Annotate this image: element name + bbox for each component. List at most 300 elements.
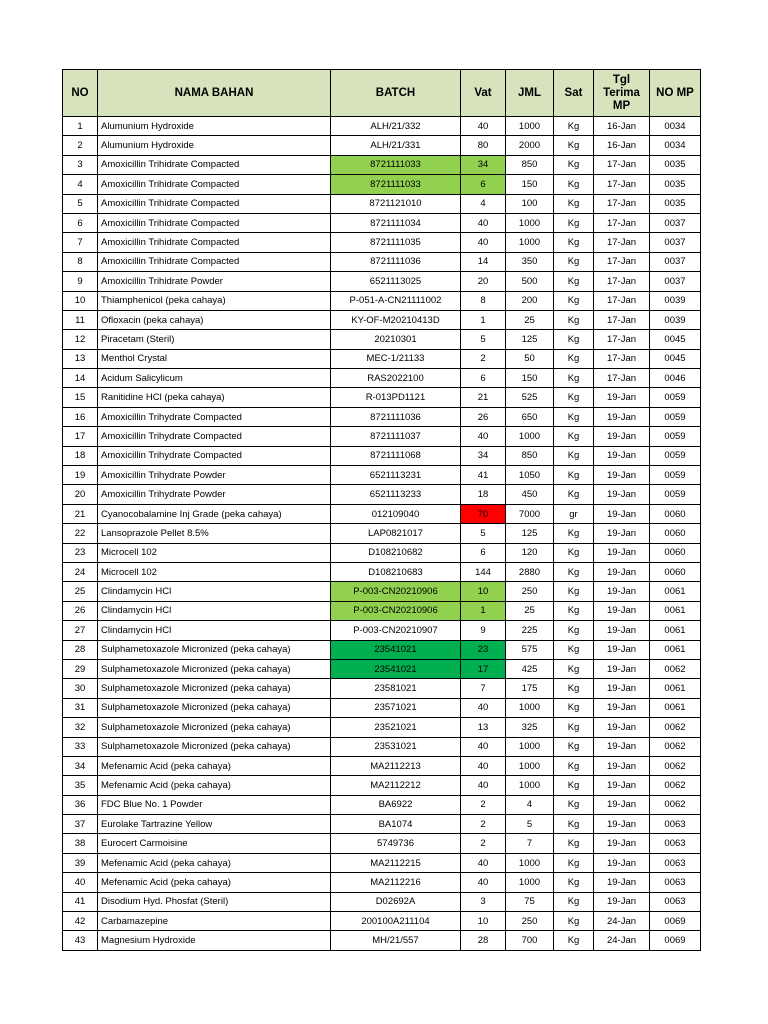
table-row bbox=[63, 873, 701, 892]
header-jml: JML bbox=[506, 70, 554, 117]
cell-vat: 40 bbox=[461, 427, 506, 446]
cell-nama-bahan: Lansoprazole Pellet 8.5% bbox=[98, 524, 331, 543]
cell-nama-bahan: Mefenamic Acid (peka cahaya) bbox=[98, 853, 331, 872]
cell-sat: Kg bbox=[554, 291, 594, 310]
cell-nama-bahan: Magnesium Hydroxide bbox=[98, 931, 331, 950]
cell-no: 30 bbox=[63, 679, 98, 698]
cell-batch: ALH/21/331 bbox=[331, 136, 461, 155]
table-row bbox=[63, 388, 701, 407]
cell-tgl-terima: 19-Jan bbox=[594, 427, 650, 446]
cell-nama-bahan: Sulphametoxazole Micronized (peka cahaya) bbox=[98, 698, 331, 717]
table-row bbox=[63, 194, 701, 213]
cell-tgl-terima: 24-Jan bbox=[594, 931, 650, 950]
cell-no-mp: 0060 bbox=[650, 543, 701, 562]
cell-nama-bahan: Amoxicillin Trihydrate Compacted bbox=[98, 427, 331, 446]
cell-no-mp: 0062 bbox=[650, 737, 701, 756]
cell-batch: 8721111036 bbox=[331, 407, 461, 426]
cell-no-mp: 0034 bbox=[650, 117, 701, 136]
cell-vat: 144 bbox=[461, 562, 506, 581]
cell-jml: 1000 bbox=[506, 737, 554, 756]
cell-tgl-terima: 19-Jan bbox=[594, 582, 650, 601]
cell-nama-bahan: Sulphametoxazole Micronized (peka cahaya) bbox=[98, 718, 331, 737]
cell-nama-bahan: FDC Blue No. 1 Powder bbox=[98, 795, 331, 814]
cell-no-mp: 0059 bbox=[650, 446, 701, 465]
cell-vat: 40 bbox=[461, 213, 506, 232]
cell-sat: Kg bbox=[554, 524, 594, 543]
cell-vat: 14 bbox=[461, 252, 506, 271]
header-no: NO bbox=[63, 70, 98, 117]
cell-no-mp: 0035 bbox=[650, 155, 701, 174]
table-row bbox=[63, 310, 701, 329]
cell-batch: BA6922 bbox=[331, 795, 461, 814]
cell-batch: 8721111037 bbox=[331, 427, 461, 446]
cell-sat: Kg bbox=[554, 252, 594, 271]
cell-jml: 25 bbox=[506, 310, 554, 329]
cell-no-mp: 0059 bbox=[650, 427, 701, 446]
cell-nama-bahan: Eurolake Tartrazine Yellow bbox=[98, 815, 331, 834]
cell-jml: 175 bbox=[506, 679, 554, 698]
cell-no-mp: 0061 bbox=[650, 621, 701, 640]
cell-jml: 1000 bbox=[506, 756, 554, 775]
cell-vat: 2 bbox=[461, 795, 506, 814]
table-row bbox=[63, 407, 701, 426]
cell-sat: Kg bbox=[554, 543, 594, 562]
cell-tgl-terima: 19-Jan bbox=[594, 446, 650, 465]
cell-no: 22 bbox=[63, 524, 98, 543]
cell-nama-bahan: Microcell 102 bbox=[98, 562, 331, 581]
cell-no-mp: 0061 bbox=[650, 698, 701, 717]
cell-no: 42 bbox=[63, 912, 98, 931]
cell-nama-bahan: Sulphametoxazole Micronized (peka cahaya) bbox=[98, 659, 331, 678]
cell-tgl-terima: 19-Jan bbox=[594, 795, 650, 814]
cell-nama-bahan: Amoxicillin Trihidrate Compacted bbox=[98, 155, 331, 174]
cell-sat: Kg bbox=[554, 349, 594, 368]
cell-tgl-terima: 19-Jan bbox=[594, 640, 650, 659]
cell-batch: 200100A211104 bbox=[331, 912, 461, 931]
cell-no: 38 bbox=[63, 834, 98, 853]
cell-batch: 6521113231 bbox=[331, 466, 461, 485]
cell-tgl-terima: 17-Jan bbox=[594, 330, 650, 349]
cell-jml: 700 bbox=[506, 931, 554, 950]
table-row bbox=[63, 698, 701, 717]
table-row bbox=[63, 834, 701, 853]
cell-jml: 200 bbox=[506, 291, 554, 310]
cell-tgl-terima: 19-Jan bbox=[594, 853, 650, 872]
cell-batch: 20210301 bbox=[331, 330, 461, 349]
cell-no: 17 bbox=[63, 427, 98, 446]
cell-no: 34 bbox=[63, 756, 98, 775]
cell-sat: Kg bbox=[554, 912, 594, 931]
cell-no-mp: 0059 bbox=[650, 466, 701, 485]
cell-no-mp: 0062 bbox=[650, 776, 701, 795]
cell-no: 39 bbox=[63, 853, 98, 872]
cell-jml: 25 bbox=[506, 601, 554, 620]
cell-sat: Kg bbox=[554, 446, 594, 465]
cell-jml: 1000 bbox=[506, 873, 554, 892]
cell-nama-bahan: Acidum Salicylicum bbox=[98, 369, 331, 388]
cell-tgl-terima: 19-Jan bbox=[594, 621, 650, 640]
cell-nama-bahan: Alumunium Hydroxide bbox=[98, 136, 331, 155]
cell-jml: 350 bbox=[506, 252, 554, 271]
cell-tgl-terima: 19-Jan bbox=[594, 776, 650, 795]
cell-jml: 1050 bbox=[506, 466, 554, 485]
cell-tgl-terima: 19-Jan bbox=[594, 388, 650, 407]
cell-batch: 23571021 bbox=[331, 698, 461, 717]
cell-jml: 75 bbox=[506, 892, 554, 911]
cell-tgl-terima: 17-Jan bbox=[594, 155, 650, 174]
cell-batch: P-051-A-CN21111002 bbox=[331, 291, 461, 310]
cell-sat: Kg bbox=[554, 155, 594, 174]
cell-jml: 1000 bbox=[506, 853, 554, 872]
table-row bbox=[63, 795, 701, 814]
cell-no-mp: 0063 bbox=[650, 873, 701, 892]
table-row bbox=[63, 369, 701, 388]
cell-tgl-terima: 19-Jan bbox=[594, 698, 650, 717]
cell-batch: 8721111068 bbox=[331, 446, 461, 465]
cell-vat: 5 bbox=[461, 524, 506, 543]
cell-no: 3 bbox=[63, 155, 98, 174]
cell-sat: Kg bbox=[554, 388, 594, 407]
cell-jml: 4 bbox=[506, 795, 554, 814]
cell-no-mp: 0062 bbox=[650, 795, 701, 814]
cell-no: 41 bbox=[63, 892, 98, 911]
cell-vat: 28 bbox=[461, 931, 506, 950]
cell-vat: 40 bbox=[461, 737, 506, 756]
cell-no-mp: 0061 bbox=[650, 601, 701, 620]
cell-nama-bahan: Amoxicillin Trihydrate Compacted bbox=[98, 446, 331, 465]
cell-batch: BA1074 bbox=[331, 815, 461, 834]
cell-vat: 40 bbox=[461, 853, 506, 872]
table-row bbox=[63, 272, 701, 291]
cell-no-mp: 0059 bbox=[650, 407, 701, 426]
cell-vat: 4 bbox=[461, 194, 506, 213]
cell-nama-bahan: Ranitidine HCl (peka cahaya) bbox=[98, 388, 331, 407]
cell-nama-bahan: Ofloxacin (peka cahaya) bbox=[98, 310, 331, 329]
cell-no-mp: 0046 bbox=[650, 369, 701, 388]
cell-tgl-terima: 17-Jan bbox=[594, 252, 650, 271]
cell-sat: Kg bbox=[554, 233, 594, 252]
cell-batch: P-003-CN20210906 bbox=[331, 582, 461, 601]
cell-no: 40 bbox=[63, 873, 98, 892]
cell-tgl-terima: 19-Jan bbox=[594, 834, 650, 853]
cell-nama-bahan: Piracetam (Steril) bbox=[98, 330, 331, 349]
cell-nama-bahan: Cyanocobalamine Inj Grade (peka cahaya) bbox=[98, 504, 331, 523]
cell-batch: RAS2022100 bbox=[331, 369, 461, 388]
table-row bbox=[63, 252, 701, 271]
cell-tgl-terima: 17-Jan bbox=[594, 291, 650, 310]
cell-batch: 23541021 bbox=[331, 640, 461, 659]
cell-vat: 70 bbox=[461, 504, 506, 523]
cell-vat: 41 bbox=[461, 466, 506, 485]
table-row bbox=[63, 504, 701, 523]
cell-vat: 6 bbox=[461, 175, 506, 194]
cell-no-mp: 0037 bbox=[650, 272, 701, 291]
cell-no-mp: 0037 bbox=[650, 213, 701, 232]
cell-batch: MA2112216 bbox=[331, 873, 461, 892]
cell-vat: 40 bbox=[461, 117, 506, 136]
cell-sat: Kg bbox=[554, 815, 594, 834]
cell-no-mp: 0060 bbox=[650, 524, 701, 543]
cell-sat: Kg bbox=[554, 485, 594, 504]
cell-no: 1 bbox=[63, 117, 98, 136]
cell-batch: 8721111036 bbox=[331, 252, 461, 271]
cell-sat: Kg bbox=[554, 213, 594, 232]
cell-vat: 34 bbox=[461, 446, 506, 465]
table-row bbox=[63, 175, 701, 194]
cell-jml: 225 bbox=[506, 621, 554, 640]
cell-vat: 13 bbox=[461, 718, 506, 737]
cell-no: 6 bbox=[63, 213, 98, 232]
cell-nama-bahan: Clindamycin HCl bbox=[98, 621, 331, 640]
cell-batch: D02692A bbox=[331, 892, 461, 911]
cell-sat: Kg bbox=[554, 136, 594, 155]
cell-jml: 150 bbox=[506, 175, 554, 194]
table-row bbox=[63, 524, 701, 543]
cell-vat: 17 bbox=[461, 659, 506, 678]
cell-tgl-terima: 17-Jan bbox=[594, 369, 650, 388]
cell-no: 37 bbox=[63, 815, 98, 834]
cell-no-mp: 0035 bbox=[650, 194, 701, 213]
table-row bbox=[63, 349, 701, 368]
cell-sat: Kg bbox=[554, 562, 594, 581]
cell-nama-bahan: Eurocert Carmoisine bbox=[98, 834, 331, 853]
cell-jml: 7 bbox=[506, 834, 554, 853]
cell-no: 8 bbox=[63, 252, 98, 271]
cell-vat: 2 bbox=[461, 834, 506, 853]
cell-batch: MEC-1/21133 bbox=[331, 349, 461, 368]
cell-tgl-terima: 19-Jan bbox=[594, 562, 650, 581]
table-row bbox=[63, 912, 701, 931]
cell-no: 9 bbox=[63, 272, 98, 291]
cell-tgl-terima: 19-Jan bbox=[594, 659, 650, 678]
cell-no-mp: 0034 bbox=[650, 136, 701, 155]
cell-nama-bahan: Amoxicillin Trihidrate Compacted bbox=[98, 252, 331, 271]
cell-jml: 250 bbox=[506, 582, 554, 601]
table-row bbox=[63, 737, 701, 756]
cell-nama-bahan: Sulphametoxazole Micronized (peka cahaya) bbox=[98, 679, 331, 698]
cell-sat: Kg bbox=[554, 330, 594, 349]
cell-nama-bahan: Sulphametoxazole Micronized (peka cahaya) bbox=[98, 737, 331, 756]
table-row bbox=[63, 485, 701, 504]
cell-tgl-terima: 19-Jan bbox=[594, 466, 650, 485]
cell-tgl-terima: 19-Jan bbox=[594, 679, 650, 698]
table-row bbox=[63, 659, 701, 678]
header-vat: Vat bbox=[461, 70, 506, 117]
cell-batch: 23531021 bbox=[331, 737, 461, 756]
cell-vat: 21 bbox=[461, 388, 506, 407]
cell-vat: 34 bbox=[461, 155, 506, 174]
cell-jml: 1000 bbox=[506, 427, 554, 446]
cell-batch: MA2112212 bbox=[331, 776, 461, 795]
table-body bbox=[63, 117, 701, 951]
cell-vat: 40 bbox=[461, 776, 506, 795]
cell-no-mp: 0061 bbox=[650, 582, 701, 601]
cell-no: 29 bbox=[63, 659, 98, 678]
cell-vat: 3 bbox=[461, 892, 506, 911]
cell-no-mp: 0062 bbox=[650, 756, 701, 775]
cell-nama-bahan: Amoxicillin Trihidrate Compacted bbox=[98, 175, 331, 194]
cell-vat: 40 bbox=[461, 698, 506, 717]
header-nama-bahan: NAMA BAHAN bbox=[98, 70, 331, 117]
cell-no-mp: 0037 bbox=[650, 252, 701, 271]
cell-jml: 125 bbox=[506, 524, 554, 543]
cell-sat: Kg bbox=[554, 795, 594, 814]
cell-jml: 7000 bbox=[506, 504, 554, 523]
cell-no: 23 bbox=[63, 543, 98, 562]
cell-batch: 5749736 bbox=[331, 834, 461, 853]
cell-batch: 6521113233 bbox=[331, 485, 461, 504]
cell-batch: ALH/21/332 bbox=[331, 117, 461, 136]
cell-no-mp: 0063 bbox=[650, 834, 701, 853]
header-batch: BATCH bbox=[331, 70, 461, 117]
cell-nama-bahan: Microcell 102 bbox=[98, 543, 331, 562]
cell-nama-bahan: Thiamphenicol (peka cahaya) bbox=[98, 291, 331, 310]
cell-jml: 2000 bbox=[506, 136, 554, 155]
cell-nama-bahan: Mefenamic Acid (peka cahaya) bbox=[98, 756, 331, 775]
cell-sat: Kg bbox=[554, 175, 594, 194]
cell-vat: 40 bbox=[461, 873, 506, 892]
table-row bbox=[63, 562, 701, 581]
table-row bbox=[63, 117, 701, 136]
cell-nama-bahan: Sulphametoxazole Micronized (peka cahaya) bbox=[98, 640, 331, 659]
cell-batch: MA2112213 bbox=[331, 756, 461, 775]
cell-batch: 8721111035 bbox=[331, 233, 461, 252]
cell-vat: 7 bbox=[461, 679, 506, 698]
cell-no: 4 bbox=[63, 175, 98, 194]
cell-tgl-terima: 17-Jan bbox=[594, 213, 650, 232]
cell-batch: P-003-CN20210907 bbox=[331, 621, 461, 640]
cell-no: 36 bbox=[63, 795, 98, 814]
cell-no: 12 bbox=[63, 330, 98, 349]
cell-no: 27 bbox=[63, 621, 98, 640]
cell-vat: 80 bbox=[461, 136, 506, 155]
cell-no-mp: 0063 bbox=[650, 892, 701, 911]
cell-no: 5 bbox=[63, 194, 98, 213]
table-row bbox=[63, 679, 701, 698]
cell-nama-bahan: Amoxicillin Trihidrate Powder bbox=[98, 272, 331, 291]
cell-jml: 325 bbox=[506, 718, 554, 737]
table-row bbox=[63, 330, 701, 349]
cell-vat: 10 bbox=[461, 912, 506, 931]
table-row bbox=[63, 582, 701, 601]
cell-no: 7 bbox=[63, 233, 98, 252]
cell-batch: 8721111033 bbox=[331, 175, 461, 194]
cell-jml: 1000 bbox=[506, 233, 554, 252]
cell-no-mp: 0063 bbox=[650, 853, 701, 872]
cell-batch: 012109040 bbox=[331, 504, 461, 523]
header-no-mp: NO MP bbox=[650, 70, 701, 117]
cell-batch: 8721111034 bbox=[331, 213, 461, 232]
cell-batch: 8721121010 bbox=[331, 194, 461, 213]
cell-no-mp: 0059 bbox=[650, 388, 701, 407]
cell-no: 28 bbox=[63, 640, 98, 659]
cell-tgl-terima: 19-Jan bbox=[594, 543, 650, 562]
cell-no: 18 bbox=[63, 446, 98, 465]
table-row bbox=[63, 543, 701, 562]
table-row bbox=[63, 136, 701, 155]
cell-batch: MH/21/557 bbox=[331, 931, 461, 950]
cell-tgl-terima: 17-Jan bbox=[594, 310, 650, 329]
cell-sat: Kg bbox=[554, 621, 594, 640]
cell-sat: Kg bbox=[554, 640, 594, 659]
cell-jml: 120 bbox=[506, 543, 554, 562]
table-row bbox=[63, 931, 701, 950]
cell-no: 15 bbox=[63, 388, 98, 407]
cell-tgl-terima: 17-Jan bbox=[594, 349, 650, 368]
cell-vat: 10 bbox=[461, 582, 506, 601]
cell-vat: 40 bbox=[461, 233, 506, 252]
cell-no: 24 bbox=[63, 562, 98, 581]
cell-nama-bahan: Disodium Hyd. Phosfat (Steril) bbox=[98, 892, 331, 911]
cell-sat: Kg bbox=[554, 873, 594, 892]
cell-no-mp: 0060 bbox=[650, 562, 701, 581]
header-row bbox=[63, 70, 701, 117]
cell-batch: P-003-CN20210906 bbox=[331, 601, 461, 620]
cell-tgl-terima: 19-Jan bbox=[594, 873, 650, 892]
cell-batch: 8721111033 bbox=[331, 155, 461, 174]
cell-sat: Kg bbox=[554, 853, 594, 872]
cell-nama-bahan: Mefenamic Acid (peka cahaya) bbox=[98, 776, 331, 795]
cell-jml: 1000 bbox=[506, 213, 554, 232]
cell-tgl-terima: 19-Jan bbox=[594, 524, 650, 543]
cell-no: 26 bbox=[63, 601, 98, 620]
cell-sat: Kg bbox=[554, 582, 594, 601]
cell-sat: Kg bbox=[554, 194, 594, 213]
cell-no: 14 bbox=[63, 369, 98, 388]
cell-no-mp: 0069 bbox=[650, 912, 701, 931]
cell-jml: 125 bbox=[506, 330, 554, 349]
cell-no-mp: 0062 bbox=[650, 718, 701, 737]
table-row bbox=[63, 756, 701, 775]
cell-jml: 250 bbox=[506, 912, 554, 931]
cell-no-mp: 0059 bbox=[650, 485, 701, 504]
cell-sat: Kg bbox=[554, 931, 594, 950]
cell-no: 13 bbox=[63, 349, 98, 368]
cell-jml: 500 bbox=[506, 272, 554, 291]
cell-no-mp: 0045 bbox=[650, 330, 701, 349]
cell-batch: D108210683 bbox=[331, 562, 461, 581]
material-receipt-table bbox=[62, 69, 701, 951]
cell-no: 20 bbox=[63, 485, 98, 504]
cell-tgl-terima: 19-Jan bbox=[594, 756, 650, 775]
cell-no-mp: 0039 bbox=[650, 291, 701, 310]
cell-batch: 23581021 bbox=[331, 679, 461, 698]
cell-tgl-terima: 19-Jan bbox=[594, 892, 650, 911]
cell-sat: Kg bbox=[554, 737, 594, 756]
cell-tgl-terima: 17-Jan bbox=[594, 233, 650, 252]
cell-sat: Kg bbox=[554, 776, 594, 795]
cell-sat: Kg bbox=[554, 698, 594, 717]
cell-no: 25 bbox=[63, 582, 98, 601]
table-row bbox=[63, 291, 701, 310]
cell-jml: 450 bbox=[506, 485, 554, 504]
cell-no: 33 bbox=[63, 737, 98, 756]
cell-no-mp: 0045 bbox=[650, 349, 701, 368]
cell-jml: 150 bbox=[506, 369, 554, 388]
cell-sat: Kg bbox=[554, 756, 594, 775]
cell-no: 16 bbox=[63, 407, 98, 426]
cell-sat: Kg bbox=[554, 369, 594, 388]
cell-jml: 2880 bbox=[506, 562, 554, 581]
table-row bbox=[63, 853, 701, 872]
table-row bbox=[63, 815, 701, 834]
cell-tgl-terima: 17-Jan bbox=[594, 175, 650, 194]
cell-no-mp: 0061 bbox=[650, 640, 701, 659]
cell-tgl-terima: 17-Jan bbox=[594, 272, 650, 291]
cell-vat: 2 bbox=[461, 815, 506, 834]
cell-jml: 525 bbox=[506, 388, 554, 407]
cell-no: 19 bbox=[63, 466, 98, 485]
